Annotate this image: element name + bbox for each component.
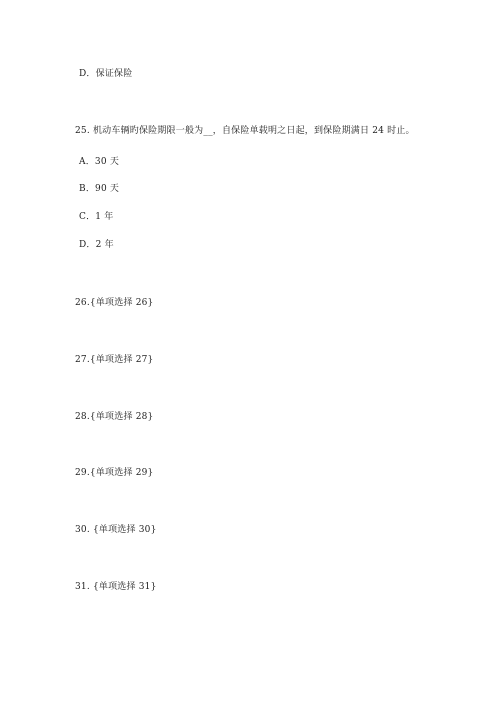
question-31: 31. {单项选择 31}: [75, 582, 157, 592]
question-30: 30. {单项选择 30}: [75, 525, 157, 535]
question-25: 25. 机动车辆旳保险期限一般为__，自保险单载明之日起，到保险期满日 24 时止。: [75, 126, 415, 136]
question-28: 28.{单项选择 28}: [75, 412, 154, 422]
option-c: C．1 年: [79, 212, 114, 222]
option-b: B．90 天: [79, 184, 120, 194]
option-d-prev: D．保证保险: [79, 69, 133, 79]
question-27: 27.{单项选择 27}: [75, 355, 154, 365]
option-d: D．2 年: [79, 240, 114, 250]
question-29: 29.{单项选择 29}: [75, 468, 154, 478]
question-26: 26.{单项选择 26}: [75, 298, 154, 308]
option-a: A．30 天: [79, 157, 120, 167]
